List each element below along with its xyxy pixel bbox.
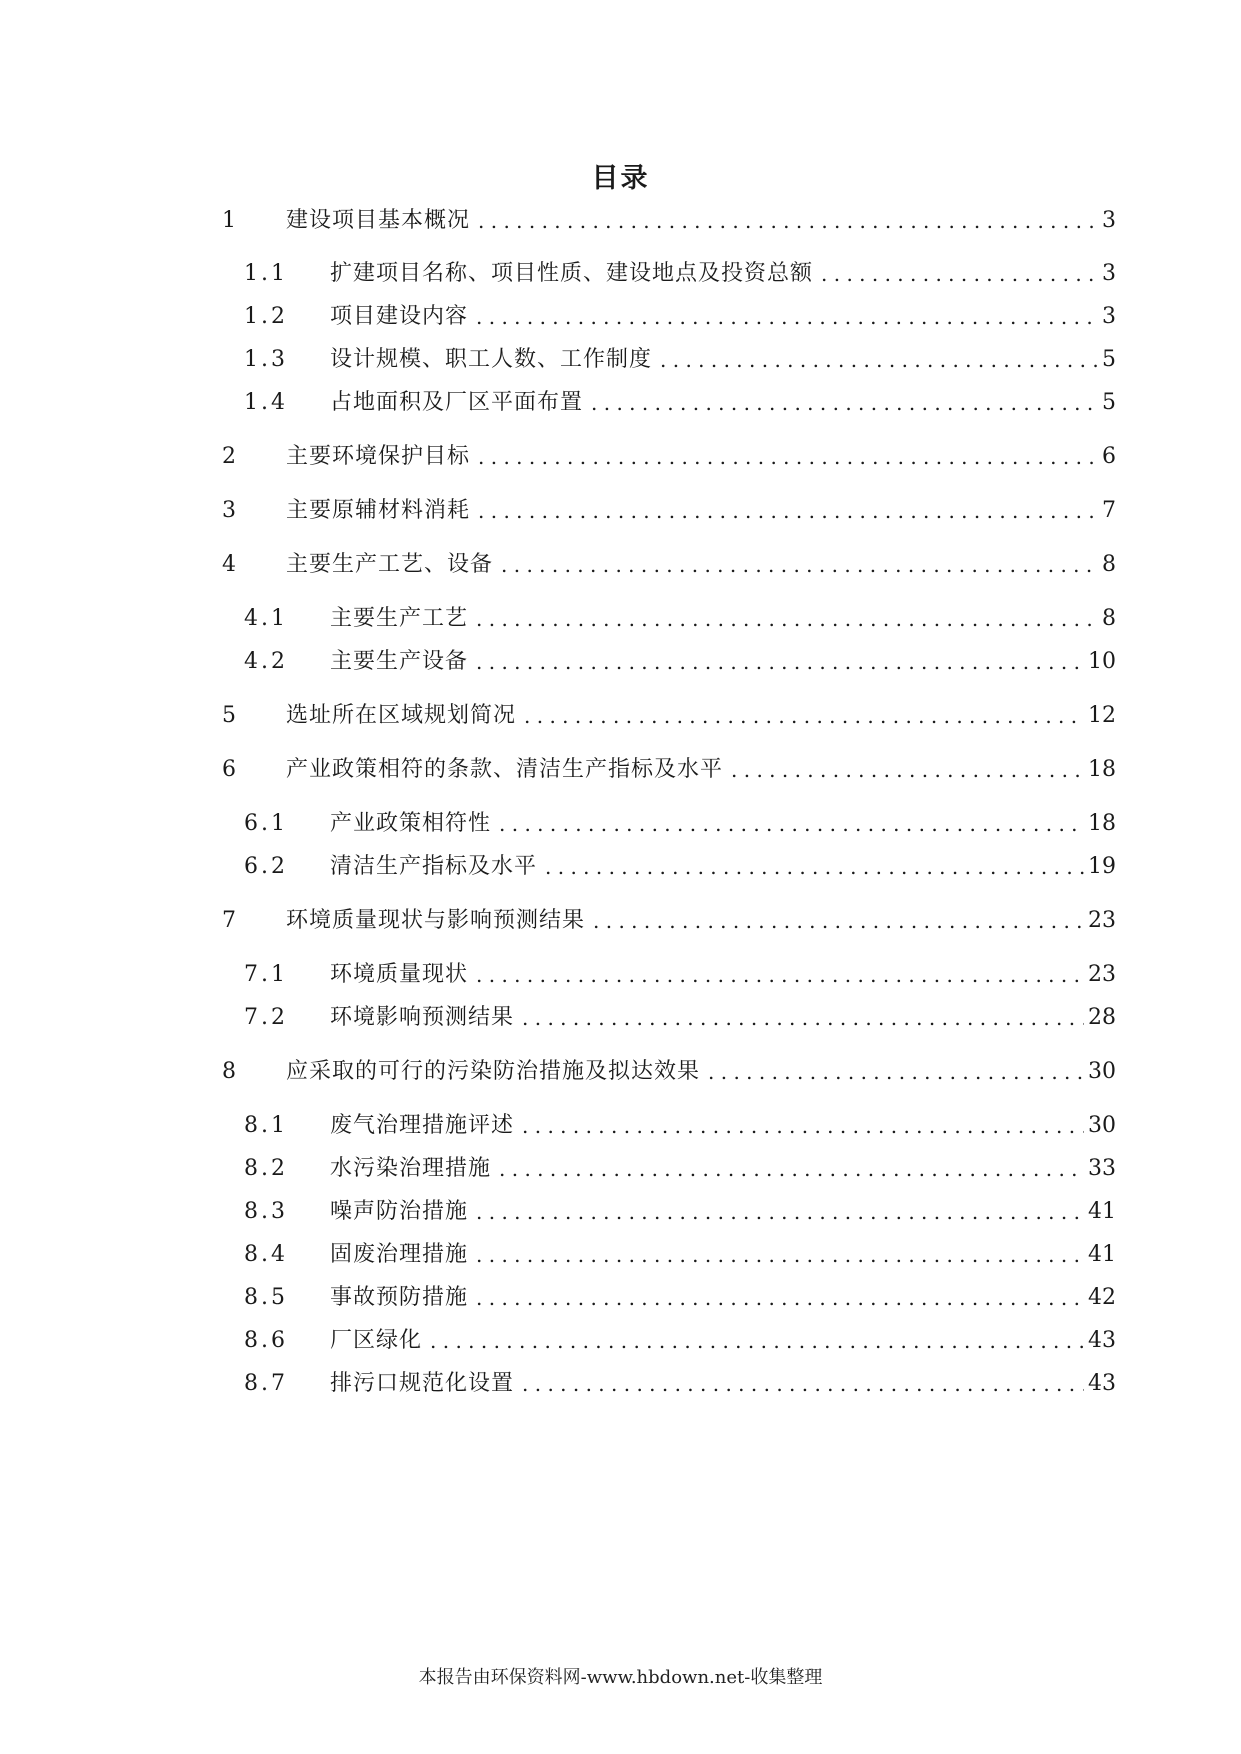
toc-dot-leader xyxy=(478,206,1098,236)
toc-dot-leader xyxy=(660,345,1098,375)
toc-entry-title: 产业政策相符性 xyxy=(330,811,492,836)
toc-entry-title: 扩建项目名称、项目性质、建设地点及投资总额 xyxy=(330,261,814,286)
toc-entry-page-number: 43 xyxy=(1088,1328,1116,1353)
toc-entry-section[interactable] xyxy=(244,809,1116,839)
toc-entry-chapter[interactable] xyxy=(222,1057,1116,1087)
toc-dot-leader xyxy=(499,1154,1084,1184)
toc-dot-leader xyxy=(476,1240,1084,1270)
toc-dot-leader xyxy=(821,259,1098,289)
toc-entry-title: 清洁生产指标及水平 xyxy=(330,854,538,879)
toc-entry-page-number: 18 xyxy=(1088,757,1116,782)
toc-entry-title: 废气治理措施评述 xyxy=(330,1113,515,1138)
toc-entry-number: 1.4 xyxy=(244,390,288,415)
toc-dot-leader xyxy=(708,1057,1084,1087)
toc-entry-section[interactable] xyxy=(244,1154,1116,1184)
toc-entry-title: 主要环境保护目标 xyxy=(286,444,471,469)
toc-entry-page-number: 8 xyxy=(1102,606,1116,631)
toc-entry-section[interactable] xyxy=(244,1111,1116,1141)
toc-dot-leader xyxy=(476,647,1084,677)
toc-entry-page-number: 43 xyxy=(1088,1371,1116,1396)
toc-entry-title: 产业政策相符的条款、清洁生产指标及水平 xyxy=(286,757,724,782)
toc-entry-number: 6 xyxy=(222,757,236,782)
toc-entry-title: 选址所在区域规划简况 xyxy=(286,703,517,728)
toc-entry-number: 7.2 xyxy=(244,1005,288,1030)
toc-entry-chapter[interactable] xyxy=(222,906,1116,936)
toc-entry-title: 建设项目基本概况 xyxy=(286,208,471,233)
toc-entry-page-number: 18 xyxy=(1088,811,1116,836)
toc-entry-page-number: 30 xyxy=(1088,1059,1116,1084)
toc-entry-number: 5 xyxy=(222,703,236,728)
toc-entry-chapter[interactable] xyxy=(222,701,1116,731)
toc-entry-title: 环境质量现状 xyxy=(330,962,469,987)
toc-entry-section[interactable] xyxy=(244,960,1116,990)
toc-entry-title: 水污染治理措施 xyxy=(330,1156,492,1181)
toc-entry-title: 占地面积及厂区平面布置 xyxy=(330,390,584,415)
toc-dot-leader xyxy=(501,550,1098,580)
toc-entry-title: 项目建设内容 xyxy=(330,304,469,329)
toc-entry-page-number: 23 xyxy=(1088,962,1116,987)
toc-dot-leader xyxy=(524,701,1084,731)
toc-entry-chapter[interactable] xyxy=(222,206,1116,236)
toc-entry-section[interactable] xyxy=(244,388,1116,418)
toc-entry-section[interactable] xyxy=(244,302,1116,332)
toc-entry-page-number: 12 xyxy=(1088,703,1116,728)
toc-entry-page-number: 41 xyxy=(1088,1242,1116,1267)
toc-entry-section[interactable] xyxy=(244,1283,1116,1313)
toc-entry-section[interactable] xyxy=(244,1197,1116,1227)
toc-entry-title: 主要生产设备 xyxy=(330,649,469,674)
toc-entry-number: 1 xyxy=(222,208,236,233)
toc-entry-page-number: 6 xyxy=(1102,444,1116,469)
toc-dot-leader xyxy=(731,755,1084,785)
toc-entry-number: 4 xyxy=(222,552,236,577)
toc-entry-page-number: 42 xyxy=(1088,1285,1116,1310)
toc-entry-chapter[interactable] xyxy=(222,550,1116,580)
toc-entry-title: 噪声防治措施 xyxy=(330,1199,469,1224)
toc-entry-title: 厂区绿化 xyxy=(330,1328,423,1353)
toc-entry-section[interactable] xyxy=(244,1240,1116,1270)
toc-entry-number: 3 xyxy=(222,498,236,523)
toc-entry-page-number: 30 xyxy=(1088,1113,1116,1138)
toc-entry-title: 设计规模、职工人数、工作制度 xyxy=(330,347,653,372)
toc-entry-number: 4.1 xyxy=(244,606,288,631)
toc-dot-leader xyxy=(476,1197,1084,1227)
toc-entry-number: 8.7 xyxy=(244,1371,288,1396)
toc-entry-chapter[interactable] xyxy=(222,496,1116,526)
toc-dot-leader xyxy=(499,809,1084,839)
toc-entry-section[interactable] xyxy=(244,345,1116,375)
toc-entry-page-number: 10 xyxy=(1088,649,1116,674)
toc-dot-leader xyxy=(476,604,1098,634)
toc-entry-page-number: 3 xyxy=(1102,208,1116,233)
toc-dot-leader xyxy=(593,906,1084,936)
toc-dot-leader xyxy=(478,496,1098,526)
toc-entry-title: 主要原辅材料消耗 xyxy=(286,498,471,523)
toc-dot-leader xyxy=(545,852,1084,882)
toc-dot-leader xyxy=(476,1283,1084,1313)
toc-entry-number: 8.6 xyxy=(244,1328,288,1353)
toc-entry-page-number: 3 xyxy=(1102,261,1116,286)
toc-entry-page-number: 28 xyxy=(1088,1005,1116,1030)
toc-entry-number: 2 xyxy=(222,444,236,469)
toc-entry-title: 主要生产工艺、设备 xyxy=(286,552,494,577)
toc-entry-title: 环境影响预测结果 xyxy=(330,1005,515,1030)
toc-entry-section[interactable] xyxy=(244,647,1116,677)
toc-entry-number: 1.2 xyxy=(244,304,288,329)
toc-dot-leader xyxy=(522,1369,1084,1399)
toc-entry-chapter[interactable] xyxy=(222,442,1116,472)
toc-entry-section[interactable] xyxy=(244,1326,1116,1356)
toc-entry-number: 7 xyxy=(222,908,236,933)
toc-entry-title: 应采取的可行的污染防治措施及拟达效果 xyxy=(286,1059,701,1084)
toc-dot-leader xyxy=(430,1326,1084,1356)
toc-entry-page-number: 5 xyxy=(1102,390,1116,415)
toc-dot-leader xyxy=(476,960,1084,990)
toc-entry-number: 8.2 xyxy=(244,1156,288,1181)
toc-entry-number: 7.1 xyxy=(244,962,288,987)
toc-dot-leader xyxy=(478,442,1098,472)
toc-entry-section[interactable] xyxy=(244,1003,1116,1033)
toc-entry-number: 8.3 xyxy=(244,1199,288,1224)
toc-dot-leader xyxy=(591,388,1098,418)
toc-entry-title: 主要生产工艺 xyxy=(330,606,469,631)
toc-entry-section[interactable] xyxy=(244,259,1116,289)
toc-entry-number: 8.4 xyxy=(244,1242,288,1267)
toc-entry-number: 8.1 xyxy=(244,1113,288,1138)
toc-entry-number: 6.2 xyxy=(244,854,288,879)
toc-entry-section[interactable] xyxy=(244,1369,1116,1399)
toc-entry-title: 事故预防措施 xyxy=(330,1285,469,1310)
toc-entry-page-number: 3 xyxy=(1102,304,1116,329)
toc-entry-page-number: 7 xyxy=(1102,498,1116,523)
toc-entry-section[interactable] xyxy=(244,604,1116,634)
toc-entry-page-number: 23 xyxy=(1088,908,1116,933)
toc-dot-leader xyxy=(522,1111,1084,1141)
toc-entry-page-number: 19 xyxy=(1088,854,1116,879)
toc-entry-page-number: 5 xyxy=(1102,347,1116,372)
toc-entry-number: 1.3 xyxy=(244,347,288,372)
toc-dot-leader xyxy=(476,302,1098,332)
toc-entry-number: 4.2 xyxy=(244,649,288,674)
toc-entry-page-number: 33 xyxy=(1088,1156,1116,1181)
toc-entry-page-number: 8 xyxy=(1102,552,1116,577)
toc-entry-title: 排污口规范化设置 xyxy=(330,1371,515,1396)
toc-dot-leader xyxy=(522,1003,1084,1033)
page-footer: 本报告由环保资料网-www.hbdown.net-收集整理 xyxy=(418,1667,823,1688)
toc-entry-number: 6.1 xyxy=(244,811,288,836)
toc-entry-title: 固废治理措施 xyxy=(330,1242,469,1267)
toc-entry-number: 1.1 xyxy=(244,261,288,286)
toc-entry-number: 8 xyxy=(222,1059,236,1084)
toc-entry-number: 8.5 xyxy=(244,1285,288,1310)
toc-entry-title: 环境质量现状与影响预测结果 xyxy=(286,908,586,933)
toc-entry-section[interactable] xyxy=(244,852,1116,882)
toc-entry-page-number: 41 xyxy=(1088,1199,1116,1224)
toc-entry-chapter[interactable] xyxy=(222,755,1116,785)
toc-title: 目录 xyxy=(591,163,650,194)
